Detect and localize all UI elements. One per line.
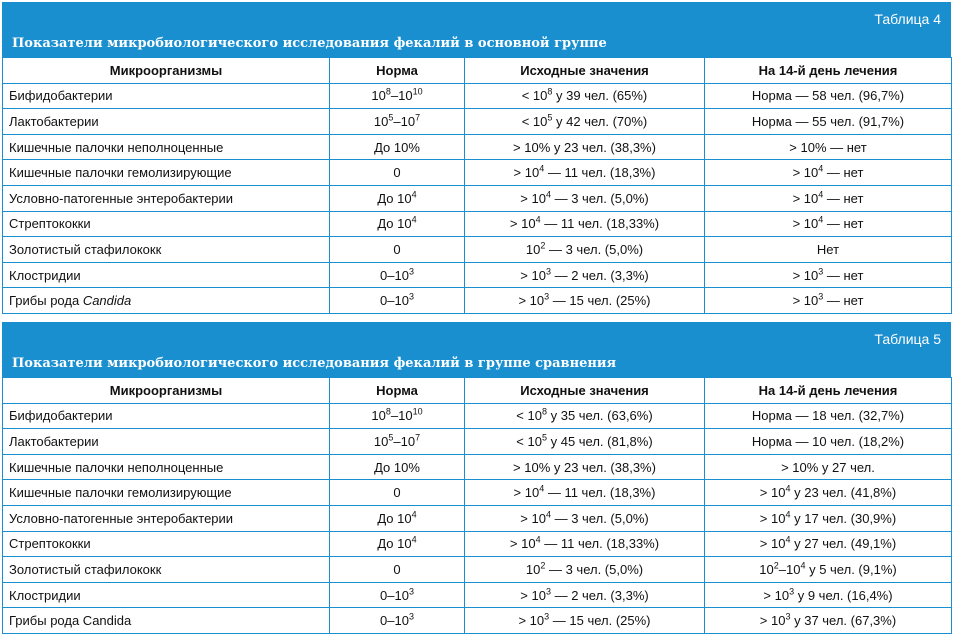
table-cell: $10^5-10^7$ bbox=[330, 429, 465, 455]
table-cell: Кишечные палочки неполноценные bbox=[3, 134, 330, 160]
table-cell: > $10^4$ у 17 чел. (30,9%) bbox=[705, 505, 952, 531]
table-cell: < $10^8$ у 35 чел. (63,6%) bbox=[465, 403, 705, 429]
table-cell: Стрептококки bbox=[3, 531, 330, 557]
table-cell: < $10^5$ у 42 чел. (70%) bbox=[465, 109, 705, 135]
table-cell: < $10^5$ у 45 чел. (81,8%) bbox=[465, 429, 705, 455]
table-cell: > 10% у 27 чел. bbox=[705, 454, 952, 480]
table-title: Показатели микробиологического исследования фекалий в группе сравнения bbox=[12, 356, 617, 371]
table-cell: $10^5-10^7$ bbox=[330, 109, 465, 135]
table-4 bbox=[2, 2, 951, 314]
table-cell: Грибы рода Candida bbox=[3, 608, 330, 634]
table-cell: Стрептококки bbox=[3, 211, 330, 237]
table-row bbox=[3, 531, 952, 557]
table-cell: > 10% у 23 чел. (38,3%) bbox=[465, 134, 705, 160]
table-cell: 0 bbox=[330, 160, 465, 186]
column-header: Микроорганизмы bbox=[3, 58, 330, 84]
table-cell: > $10^4$ — 3 чел. (5,0%) bbox=[465, 505, 705, 531]
table-cell: > $10^3$ — 2 чел. (3,3%) bbox=[465, 582, 705, 608]
table-cell: Бифидобактерии bbox=[3, 403, 330, 429]
table-row bbox=[3, 109, 952, 135]
table-cell: > $10^3$ у 9 чел. (16,4%) bbox=[705, 582, 952, 608]
table-cell: > $10^4$ — 11 чел. (18,3%) bbox=[465, 160, 705, 186]
column-header: Норма bbox=[330, 58, 465, 84]
table-header bbox=[2, 322, 951, 377]
table-row bbox=[3, 582, 952, 608]
table-row bbox=[3, 211, 952, 237]
table-cell: Золотистый стафилококк bbox=[3, 237, 330, 263]
table-cell: Кишечные палочки гемолизирующие bbox=[3, 480, 330, 506]
table-title: Показатели микробиологического исследования фекалий в основной группе bbox=[12, 36, 607, 51]
table-cell: До 10% bbox=[330, 454, 465, 480]
data-table bbox=[2, 377, 952, 634]
table-cell: $10^8-10^{10}$ bbox=[330, 83, 465, 109]
table-cell: Кишечные палочки неполноценные bbox=[3, 454, 330, 480]
table-cell: Кишечные палочки гемолизирующие bbox=[3, 160, 330, 186]
table-row bbox=[3, 134, 952, 160]
table-cell: > $10^3$ — 15 чел. (25%) bbox=[465, 288, 705, 314]
data-table bbox=[2, 57, 952, 314]
table-cell: > $10^4$ — нет bbox=[705, 160, 952, 186]
table-cell: $0-10^3$ bbox=[330, 608, 465, 634]
table-cell: $10^2$ — 3 чел. (5,0%) bbox=[465, 237, 705, 263]
table-cell: > $10^3$ — нет bbox=[705, 288, 952, 314]
table-cell: 0 bbox=[330, 237, 465, 263]
table-cell: До $10^4$ bbox=[330, 531, 465, 557]
table-row bbox=[3, 403, 952, 429]
table-cell: > $10^4$ — 11 чел. (18,3%) bbox=[465, 480, 705, 506]
column-header: Исходные значения bbox=[465, 58, 705, 84]
table-cell: $10^2-10^4$ у 5 чел. (9,1%) bbox=[705, 557, 952, 583]
table-cell: Лактобактерии bbox=[3, 109, 330, 135]
table-row bbox=[3, 262, 952, 288]
table-row bbox=[3, 480, 952, 506]
table-cell: Клостридии bbox=[3, 582, 330, 608]
table-row bbox=[3, 608, 952, 634]
table-cell: Норма — 18 чел. (32,7%) bbox=[705, 403, 952, 429]
table-cell: Золотистый стафилококк bbox=[3, 557, 330, 583]
table-cell: Условно-патогенные энтеробактерии bbox=[3, 185, 330, 211]
table-cell: Норма — 58 чел. (96,7%) bbox=[705, 83, 952, 109]
table-cell: > $10^4$ — 11 чел. (18,33%) bbox=[465, 531, 705, 557]
table-row bbox=[3, 288, 952, 314]
table-cell: > $10^3$ — нет bbox=[705, 262, 952, 288]
column-header: Микроорганизмы bbox=[3, 378, 330, 404]
column-header: На 14-й день лечения bbox=[705, 58, 952, 84]
table-cell: Норма — 55 чел. (91,7%) bbox=[705, 109, 952, 135]
table-cell: > $10^4$ у 27 чел. (49,1%) bbox=[705, 531, 952, 557]
table-cell: $10^8-10^{10}$ bbox=[330, 403, 465, 429]
column-header: На 14-й день лечения bbox=[705, 378, 952, 404]
table-cell: Лактобактерии bbox=[3, 429, 330, 455]
table-cell: > $10^4$ — нет bbox=[705, 185, 952, 211]
table-cell: > $10^3$ — 15 чел. (25%) bbox=[465, 608, 705, 634]
table-row bbox=[3, 454, 952, 480]
table-cell: > $10^4$ — 11 чел. (18,33%) bbox=[465, 211, 705, 237]
table-cell: 0 bbox=[330, 557, 465, 583]
table-cell: Условно-патогенные энтеробактерии bbox=[3, 505, 330, 531]
table-cell: > $10^3$ — 2 чел. (3,3%) bbox=[465, 262, 705, 288]
table-row bbox=[3, 83, 952, 109]
table-cell: > $10^4$ — нет bbox=[705, 211, 952, 237]
table-cell: $0-10^3$ bbox=[330, 582, 465, 608]
header-row bbox=[3, 378, 952, 404]
table-row bbox=[3, 185, 952, 211]
table-cell: < $10^8$ у 39 чел. (65%) bbox=[465, 83, 705, 109]
table-cell: Норма — 10 чел. (18,2%) bbox=[705, 429, 952, 455]
table-header bbox=[2, 2, 951, 57]
table-cell: Клостридии bbox=[3, 262, 330, 288]
table-cell: До $10^4$ bbox=[330, 211, 465, 237]
table-cell: > $10^4$ — 3 чел. (5,0%) bbox=[465, 185, 705, 211]
column-header: Норма bbox=[330, 378, 465, 404]
table-row bbox=[3, 429, 952, 455]
table-row bbox=[3, 237, 952, 263]
table-label: Таблица 5 bbox=[874, 331, 941, 347]
table-row bbox=[3, 557, 952, 583]
table-5 bbox=[2, 322, 951, 634]
table-cell: > $10^4$ у 23 чел. (41,8%) bbox=[705, 480, 952, 506]
table-cell: $0-10^3$ bbox=[330, 262, 465, 288]
table-cell: До 10% bbox=[330, 134, 465, 160]
table-cell: 0 bbox=[330, 480, 465, 506]
table-cell: > 10% — нет bbox=[705, 134, 952, 160]
table-cell: До $10^4$ bbox=[330, 505, 465, 531]
table-row bbox=[3, 505, 952, 531]
table-cell: До $10^4$ bbox=[330, 185, 465, 211]
table-row bbox=[3, 160, 952, 186]
table-cell: $10^2$ — 3 чел. (5,0%) bbox=[465, 557, 705, 583]
table-cell: > 10% у 23 чел. (38,3%) bbox=[465, 454, 705, 480]
header-row bbox=[3, 58, 952, 84]
table-cell: Грибы рода Candida bbox=[3, 288, 330, 314]
column-header: Исходные значения bbox=[465, 378, 705, 404]
table-label: Таблица 4 bbox=[874, 11, 941, 27]
table-cell: > $10^3$ у 37 чел. (67,3%) bbox=[705, 608, 952, 634]
table-cell: Нет bbox=[705, 237, 952, 263]
table-cell: $0-10^3$ bbox=[330, 288, 465, 314]
table-cell: Бифидобактерии bbox=[3, 83, 330, 109]
